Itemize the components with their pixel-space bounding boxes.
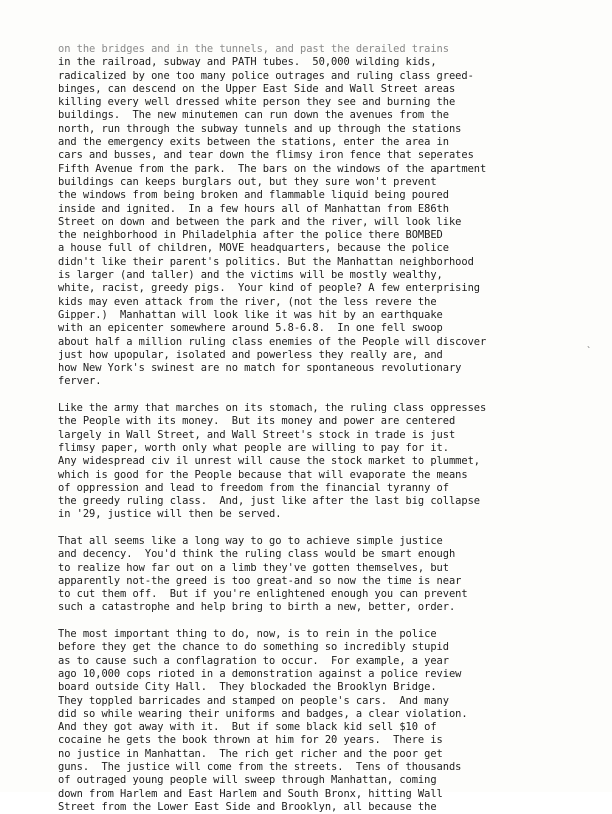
text-line: before they get the chance to do something so incredibly stupid: [58, 641, 449, 654]
text-line: in the railroad, subway and PATH tubes. 50,000 wilding kids,: [58, 56, 437, 69]
text-line: of outraged young people will sweep through Manhattan, coming: [58, 774, 437, 787]
text-line: Fifth Avenue from the park. The bars on the windows of the apartment: [58, 162, 487, 175]
text-line: such a catastrophe and help bring to birth a new, better, order.: [58, 601, 456, 614]
text-line: which is good for the People because that will evaporate the means: [58, 468, 468, 481]
paragraph: [58, 402, 588, 522]
margin-mark: `: [586, 346, 593, 357]
paragraph: [58, 628, 588, 814]
text-line: ferver.: [58, 375, 102, 388]
paragraph-gap: [58, 522, 588, 535]
paragraph-gap: [58, 615, 588, 628]
text-line: of oppression and lead to freedom from the financial tyranny of: [58, 481, 449, 494]
text-line: about half a million ruling class enemies of the People will discover: [58, 335, 487, 348]
paragraph: [58, 535, 588, 615]
text-line: cars and busses, and tear down the flimsy iron fence that seperates: [58, 149, 474, 162]
text-line: Street on down and between the park and the river, will look like: [58, 215, 462, 228]
text-line: ago 10,000 cops rioted in a demonstration against a police review: [58, 667, 462, 680]
text-line: buildings. The new minutemen can run down the avenues from the: [58, 109, 449, 122]
text-line: buildings can keeps burglars out, but they sure won't prevent: [58, 175, 437, 188]
text-line: didn't like their parent's politics. But the Manhattan neighborhood: [58, 255, 474, 268]
text-line: and the emergency exits between the stations, enter the area in: [58, 136, 449, 149]
text-line: to realize how far out on a limb they've gotten themselves, but: [58, 561, 449, 574]
text-line: white, racist, greedy pigs. Your kind of people? A few enterprising: [58, 282, 480, 295]
text-line: kids may even attack from the river, (not the less revere the: [58, 295, 437, 308]
text-line: apparently not-the greed is too great-and so now the time is near: [58, 574, 462, 587]
document-body: [58, 43, 588, 814]
text-line: Any widespread civ il unrest will cause the stock market to plummet,: [58, 455, 480, 468]
text-line: with an epicenter somewhere around 5.8-6.8. In one fell swoop: [58, 322, 443, 335]
text-line: and decency. You'd think the ruling class would be smart enough: [58, 548, 456, 561]
text-line: did so while wearing their uniforms and badges, a clear violation.: [58, 707, 468, 720]
text-line: board outside City Hall. They blockaded the Brooklyn Bridge.: [58, 681, 437, 694]
text-line: killing every well dressed white person they see and burning the: [58, 96, 456, 109]
text-line: inside and ignited. In a few hours all of Manhattan from E86th: [58, 202, 449, 215]
text-line: the neighborhood in Philadelphia after the police there BOMBED: [58, 229, 443, 242]
text-line: a house full of children, MOVE headquarters, because the police: [58, 242, 449, 255]
text-line: the windows from being broken and flammable liquid being poured: [58, 189, 449, 202]
text-line: Street from the Lower East Side and Brooklyn, all because the: [58, 800, 437, 813]
text-line: They toppled barricades and stamped on people's cars. And many: [58, 694, 449, 707]
text-line: radicalized by one too many police outrages and ruling class greed-: [58, 69, 474, 82]
text-line: cocaine he gets the book thrown at him for 20 years. There is: [58, 734, 443, 747]
text-line: The most important thing to do, now, is to rein in the police: [58, 628, 437, 641]
paragraph: [58, 43, 588, 389]
text-line: how New York's swinest are no match for spontaneous revolutionary: [58, 362, 462, 375]
text-line: flimsy paper, worth only what people are willing to pay for it.: [58, 441, 449, 454]
text-line: binges, can descend on the Upper East Side and Wall Street areas: [58, 82, 456, 95]
text-line: Gipper.) Manhattan will look like it was hit by an earthquake: [58, 308, 443, 321]
text-line: Like the army that marches on its stomach, the ruling class oppresses: [58, 402, 487, 415]
text-line: as to cause such a conflagration to occur. For example, a year: [58, 654, 449, 667]
text-line: just how upopular, isolated and powerless they really are, and: [58, 348, 443, 361]
text-line: That all seems like a long way to go to achieve simple justice: [58, 534, 443, 547]
text-line: And they got away with it. But if some black kid sell $10 of: [58, 721, 437, 734]
text-line: north, run through the subway tunnels and up through the stations: [58, 122, 462, 135]
text-line: in '29, justice will then be served.: [58, 508, 282, 521]
text-line: on the bridges and in the tunnels, and past the derailed trains: [58, 43, 449, 55]
text-line: is larger (and taller) and the victims will be mostly wealthy,: [58, 269, 443, 282]
text-line: the People with its money. But its money and power are centered: [58, 415, 456, 428]
text-line: guns. The justice will come from the streets. Tens of thousands: [58, 761, 462, 774]
paragraph-gap: [58, 389, 588, 402]
text-line: down from Harlem and East Harlem and South Bronx, hitting Wall: [58, 787, 443, 800]
text-line: largely in Wall Street, and Wall Street's stock in trade is just: [58, 428, 456, 441]
text-line: the greedy ruling class. And, just like after the last big collapse: [58, 495, 480, 508]
text-line: to cut them off. But if you're enlightened enough you can prevent: [58, 588, 468, 601]
text-line: no justice in Manhattan. The rich get richer and the poor get: [58, 747, 443, 760]
